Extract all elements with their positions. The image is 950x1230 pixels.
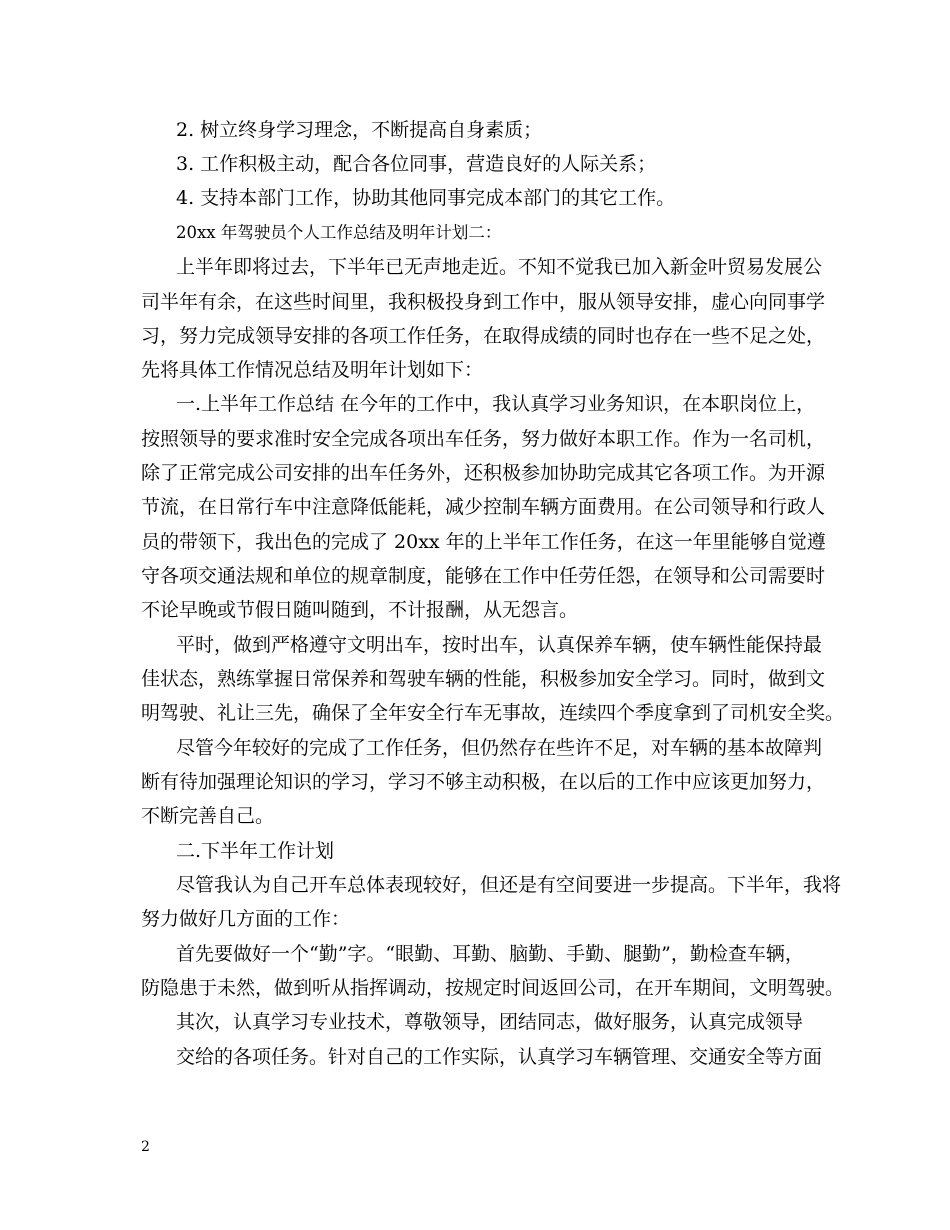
paragraph-line: 节流，在日常行车中注意降低能耗，减少控制车辆方面费用。在公司领导和行政人	[141, 496, 826, 518]
paragraph-line: 首先要做好一个“勤”字。“眼勤、耳勤、脑勤、手勤、腿勤”，勤检查车辆，	[176, 943, 804, 965]
list-item: 3. 工作积极主动，配合各位同事，营造良好的人际关系；	[176, 153, 657, 175]
section-heading: 二.下半年工作计划	[176, 840, 335, 862]
paragraph-line: 明驾驶、礼让三先，确保了全年安全行车无事故，连续四个季度拿到了司机安全奖。	[141, 702, 845, 724]
paragraph-line: 不论早晚或节假日随叫随到，不计报酬，从无怨言。	[141, 599, 579, 621]
paragraph-line: 其次，认真学习专业技术，尊敬领导，团结同志，做好服务，认真完成领导	[176, 1011, 804, 1033]
paragraph-line: 守各项交通法规和单位的规章制度，能够在工作中任劳任怨，在领导和公司需要时	[141, 565, 826, 587]
paragraph-line: 防隐患于未然，做到听从指挥调动，按规定时间返回公司，在开车期间，文明驾驶。	[141, 977, 845, 999]
paragraph-line: 除了正常完成公司安排的出车任务外，还积极参加协助完成其它各项工作。为开源	[141, 462, 826, 484]
paragraph-line: 不断完善自己。	[141, 805, 275, 827]
paragraph-line: 司半年有余，在这些时间里，我积极投身到工作中，服从领导安排，虚心向同事学	[141, 291, 826, 313]
paragraph-line: 上半年即将过去，下半年已无声地走近。不知不觉我已加入新金叶贸易发展公	[176, 256, 823, 278]
paragraph-line: 一.上半年工作总结 在今年的工作中，我认真学习业务知识，在本职岗位上，	[176, 393, 816, 415]
paragraph-line: 尽管我认为自己开车总体表现较好，但还是有空间要进一步提高。下半年，我将	[176, 874, 842, 896]
list-item: 4. 支持本部门工作，协助其他同事完成本部门的其它工作。	[176, 187, 676, 209]
paragraph-line: 断有待加强理论知识的学习，学习不够主动积极，在以后的工作中应该更加努力，	[141, 771, 826, 793]
paragraph-line: 习，努力完成领导安排的各项工作任务，在取得成绩的同时也存在一些不足之处，	[141, 325, 826, 347]
paragraph-line: 尽管今年较好的完成了工作任务，但仍然存在些许不足，对车辆的基本故障判	[176, 737, 823, 759]
paragraph-line: 努力做好几方面的工作：	[141, 908, 351, 930]
paragraph-line: 平时，做到严格遵守文明出车，按时出车，认真保养车辆，使车辆性能保持最	[176, 634, 823, 656]
list-item: 2. 树立终身学习理念，不断提高自身素质；	[176, 119, 543, 141]
page-number: 2	[141, 1139, 150, 1155]
paragraph-line: 交给的各项任务。针对自己的工作实际，认真学习车辆管理、交通安全等方面	[176, 1046, 823, 1068]
paragraph-line: 按照领导的要求准时安全完成各项出车任务，努力做好本职工作。作为一名司机，	[141, 428, 826, 450]
section-heading: 20xx 年驾驶员个人工作总结及明年计划二：	[176, 223, 502, 242]
paragraph-line: 佳状态，熟练掌握日常保养和驾驶车辆的性能，积极参加安全学习。同时，做到文	[141, 668, 826, 690]
paragraph-line: 先将具体工作情况总结及明年计划如下：	[141, 359, 484, 381]
paragraph-line: 员的带领下，我出色的完成了 20xx 年的上半年工作任务，在这一年里能够自觉遵	[141, 531, 826, 553]
